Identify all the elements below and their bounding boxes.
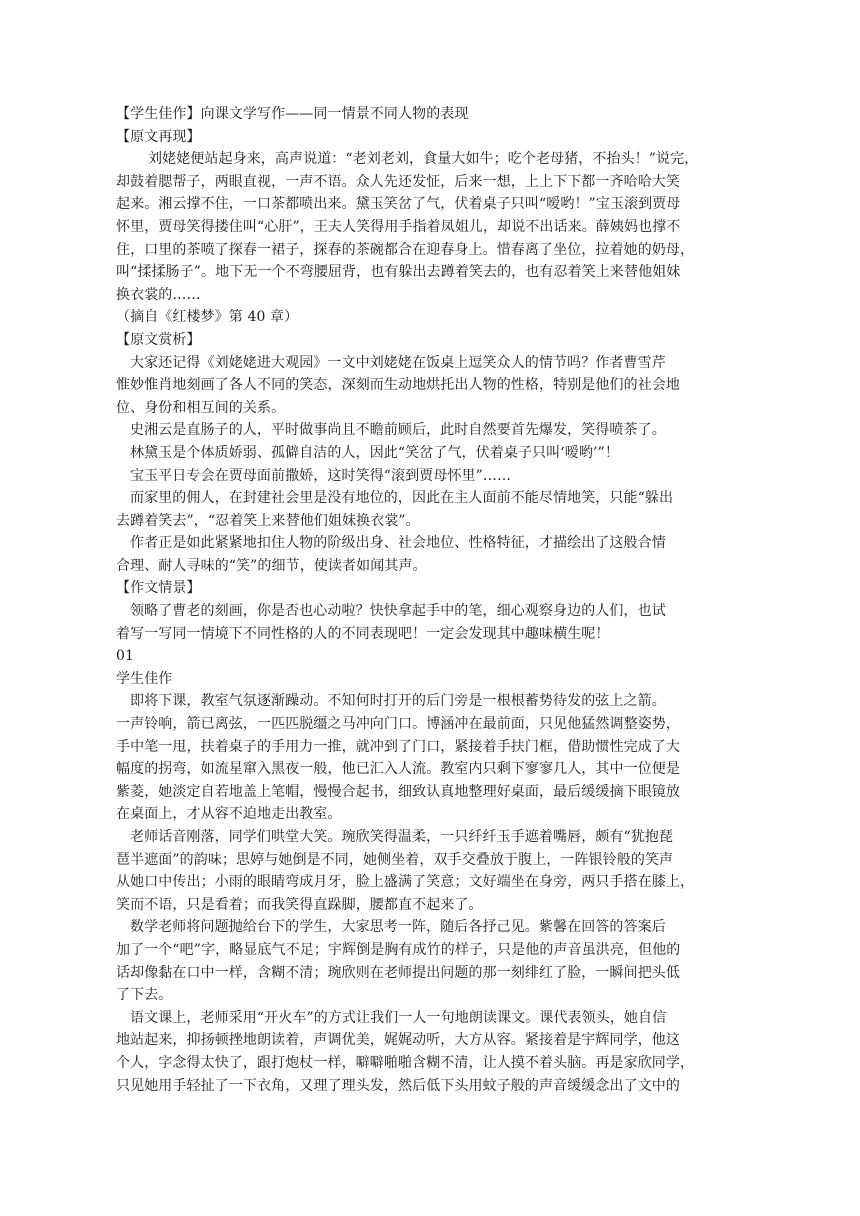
paragraph-line: 住，口里的茶喷了探春一裙子，探春的茶碗都合在迎春身上。惜春离了坐位，拉着她的奶母， <box>116 241 695 258</box>
paragraph-line: 即将下课，教室气氛逐渐躁动。不知何时打开的后门旁是一根根蓄势待发的弦上之箭。 <box>130 693 666 710</box>
paragraph-line: 宝玉平日专会在贾母面前撒娇，这时笑得“滚到贾母怀里”…… <box>130 467 512 484</box>
paragraph-line: 惟妙惟肖地刻画了各人不同的笑态，深刻而生动地烘托出人物的性格，特别是他们的社会地 <box>116 377 680 394</box>
section-heading-writing-scenario: 【作文情景】 <box>116 580 201 597</box>
section-heading-student-work: 【学生佳作】向课文学写作——同一情景不同人物的表现 <box>116 106 469 122</box>
section-heading-original-text: 【原文再现】 <box>116 128 201 145</box>
paragraph-line: 数学老师将问题抛给台下的学生，大家思考一阵，随后各抒己见。紫馨在回答的答案后 <box>130 919 666 936</box>
paragraph-line: 合理、耐人寻味的“笑”的细节，使读者如闻其声。 <box>116 557 427 574</box>
paragraph-line: 地站起来，抑扬顿挫地朗读着，声调优美，娓娓动听，大方从容。紧接着是宇辉同学，他这 <box>116 1032 680 1049</box>
paragraph-line: 刘姥姥便站起身来，高声说道：“老刘老刘，食量大如牛；吃个老母猪，不抬头！”说完， <box>148 151 699 168</box>
paragraph-line: 笑而不语，只是看着；而我笑得直跺脚，腰都直不起来了。 <box>116 896 483 913</box>
paragraph-line: 作者正是如此紧紧地扣住人物的阶级出身、社会地位、性格特征，才描绘出了这般合情 <box>130 535 666 552</box>
paragraph-line: 从她口中传出；小雨的眼睛弯成月牙，脸上盛满了笑意；文好端坐在身旁，两只手搭在膝上， <box>116 874 695 891</box>
paragraph-line: 一声铃响，箭已离弦，一匹匹脱缰之马冲向门口。博涵冲在最前面，只见他猛然调整姿势， <box>116 716 680 733</box>
paragraph-line: 而家里的佣人，在封建社会里是没有地位的，因此在主人面前不能尽情地笑，只能“躲出 <box>130 490 674 507</box>
paragraph-line: 着写一写同一情境下不同性格的人的不同表现吧！一定会发现其中趣味横生呢！ <box>116 625 610 642</box>
paragraph-line: 叫“揉揉肠子”。地下无一个不弯腰屈背，也有躲出去蹲着笑去的，也有忍着笑上来替他姐妹 <box>116 264 681 281</box>
paragraph-line: 琶半遮面”的韵味；思婷与她倒是不同，她侧坐着，双手交叠放于腹上，一阵银铃般的笑声 <box>116 851 674 868</box>
paragraph-line: 语文课上，老师采用“开火车”的方式让我们一人一句地朗读课文。课代表领头，她自信 <box>130 1009 667 1026</box>
source-citation: （摘自《红楼梦》第 40 章） <box>116 309 299 326</box>
paragraph-line: 了下去。 <box>116 987 173 1004</box>
section-heading-appreciation: 【原文赏析】 <box>116 331 201 348</box>
paragraph-line: 位、身份和相互间的关系。 <box>116 399 286 416</box>
paragraph-line: 只见她用手轻扯了一下衣角，又理了理头发，然后低下头用蚊子般的声音缓缓念出了文中的 <box>116 1077 680 1094</box>
paragraph-line: 史湘云是直肠子的人，平时做事尚且不瞻前顾后，此时自然要首先爆发，笑得喷茶了。 <box>130 422 666 439</box>
paragraph-line: 换衣裳的…… <box>116 286 201 303</box>
document-body <box>116 103 736 1097</box>
paragraph-line: 加了一个“吧”字，略显底气不足；宇辉倒是胸有成竹的样子，只是他的声音虽洪亮，但他的 <box>116 941 681 958</box>
item-number: 01 <box>116 648 135 665</box>
paragraph-line: 幅度的拐弯，如流星窜入黑夜一般，他已汇入人流。教室内只剩下寥寥几人，其中一位便是 <box>116 761 680 778</box>
paragraph-line: 大家还记得《刘姥姥进大观园》一文中刘姥姥在饭桌上逗笑众人的情节吗？作者曹雪芹 <box>130 354 666 371</box>
paragraph-line: 紫菱，她淡定自若地盖上笔帽，慢慢合起书，细致认真地整理好桌面，最后缓缓摘下眼镜放 <box>116 783 680 800</box>
paragraph-line: 去蹲着笑去”，“忍着笑上来替他们姐妹换衣裳”。 <box>116 512 420 529</box>
paragraph-line: 林黛玉是个体质娇弱、孤僻自洁的人，因此“笑岔了气，伏着桌子只叫‘嗳哟’”！ <box>130 444 619 461</box>
paragraph-line: 领略了曹老的刻画，你是否也心动啦？快快拿起手中的笔，细心观察身边的人们，也试 <box>130 603 666 620</box>
paragraph-line: 老师话音刚落，同学们哄堂大笑。琬欣笑得温柔，一只纤纤玉手遮着嘴唇，颇有“犹抱琵 <box>130 829 674 845</box>
paragraph-line: 话却像黏在口中一样，含糊不清；琬欣则在老师提出问题的那一刻绯红了脸，一瞬间把头低 <box>116 964 680 981</box>
paragraph-line: 个人，字念得太快了，跟打炮杖一样，噼噼啪啪含糊不清，让人摸不着头脑。再是家欣同学， <box>116 1054 695 1071</box>
paragraph-line: 在桌面上，才从容不迫地走出教室。 <box>116 806 342 823</box>
paragraph-line: 起来。湘云撑不住，一口茶都喷出来。黛玉笑岔了气，伏着桌子只叫“嗳哟！”宝玉滚到贾母 <box>116 196 681 213</box>
paragraph-line: 手中笔一甩，扶着桌子的手用力一推，就冲到了门口，紧接着手扶门框，借助惯性完成了大 <box>116 738 680 755</box>
subheading-student-work: 学生佳作 <box>116 670 173 687</box>
paragraph-line: 怀里，贾母笑得搂住叫“心肝”，王夫人笑得用手指着凤姐儿，却说不出话来。薛姨妈也撑不 <box>116 218 681 235</box>
paragraph-line: 却鼓着腮帮子，两眼直视，一声不语。众人先还发怔，后来一想，上上下下都一齐哈哈大笑 <box>116 173 680 190</box>
